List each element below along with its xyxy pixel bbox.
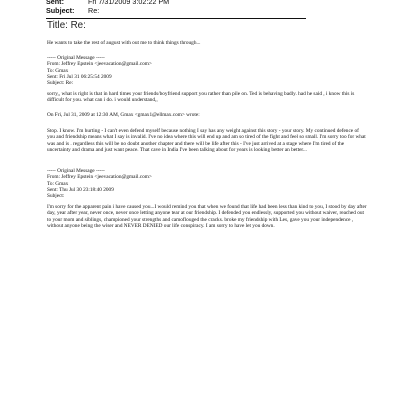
body-block bbox=[47, 40, 367, 46]
quoted-header: ----- Original Message ----- From: Jeffrey Epstein <jeevacation@gmail.com> To: Gmax Sent: Thu Jul 30 23:18:40 2009 Subject: bbox=[47, 168, 152, 200]
quoted-header-block bbox=[47, 55, 367, 86]
body-text: I'm sorry for the apparent pain i have caused you...I would remind you that when we found that life had been less than kind to you, I stood by day after day, year after year, never once, never once letting anyone tear at our friendship. I defended you endlessly, supported you without waiver, reached out to your mom and siblings, championed your strengths and camoflouged the cracks. broke my friendship with Les, gave you your independence , without anyone being the wiser and NEVER DENIED our life conspiracy. I am sorry to have let you down. bbox=[47, 204, 367, 229]
quoted-header: ----- Original Message ----- From: Jeffrey Epstein <jeevacation@gmail.com> To: Gmax Sent: Fri Jul 31 06:25:54 2009 Subject: Re: bbox=[47, 55, 152, 87]
quoted-header-block bbox=[47, 168, 367, 199]
reply-intro: On Fri, Jul 31, 2009 at 12:30 AM, Gmax <gmax1@ellmax.com> wrote: bbox=[47, 112, 200, 118]
body-text: sorry,, what is right is that in hard times your friends/boyfriend support you rather than pile on. Ted is behaving badly. had he said , i know this is difficult for you. what can i do. i would understand,, bbox=[47, 91, 355, 104]
subject-row bbox=[46, 6, 169, 15]
body-block bbox=[47, 128, 367, 153]
body-text: Stop. I know. I'm hurting - I can't even defend myself because nothing I say has any weight against this story - your story. My continued defence of you and friendship means what I say is invalid. I've no idea where this will end up and am so tired of the fight and feel so small. I'm sorry too for what was and is . regardless this will be no doubt another chapter and there will be life after this - I've just arrived at a stage where I'm tired of the uncertainty and drama and just want peace. That cave in India I've been talking about for years is looking better an better... bbox=[47, 128, 366, 153]
subject-label: Subject: bbox=[46, 6, 75, 15]
sent-label: Sent: bbox=[46, 0, 64, 6]
subject-value: Re: bbox=[88, 6, 100, 15]
header-divider bbox=[46, 18, 306, 19]
body-block bbox=[47, 204, 367, 229]
body-block bbox=[47, 112, 367, 118]
body-block bbox=[47, 91, 367, 104]
sent-value: Fri 7/31/2009 3:02:22 PM bbox=[88, 0, 170, 6]
email-header bbox=[46, 0, 169, 15]
document-title: Title: Re: bbox=[47, 20, 86, 31]
body-text: He wants to take the rest of august with out me to think things through... bbox=[47, 40, 201, 46]
